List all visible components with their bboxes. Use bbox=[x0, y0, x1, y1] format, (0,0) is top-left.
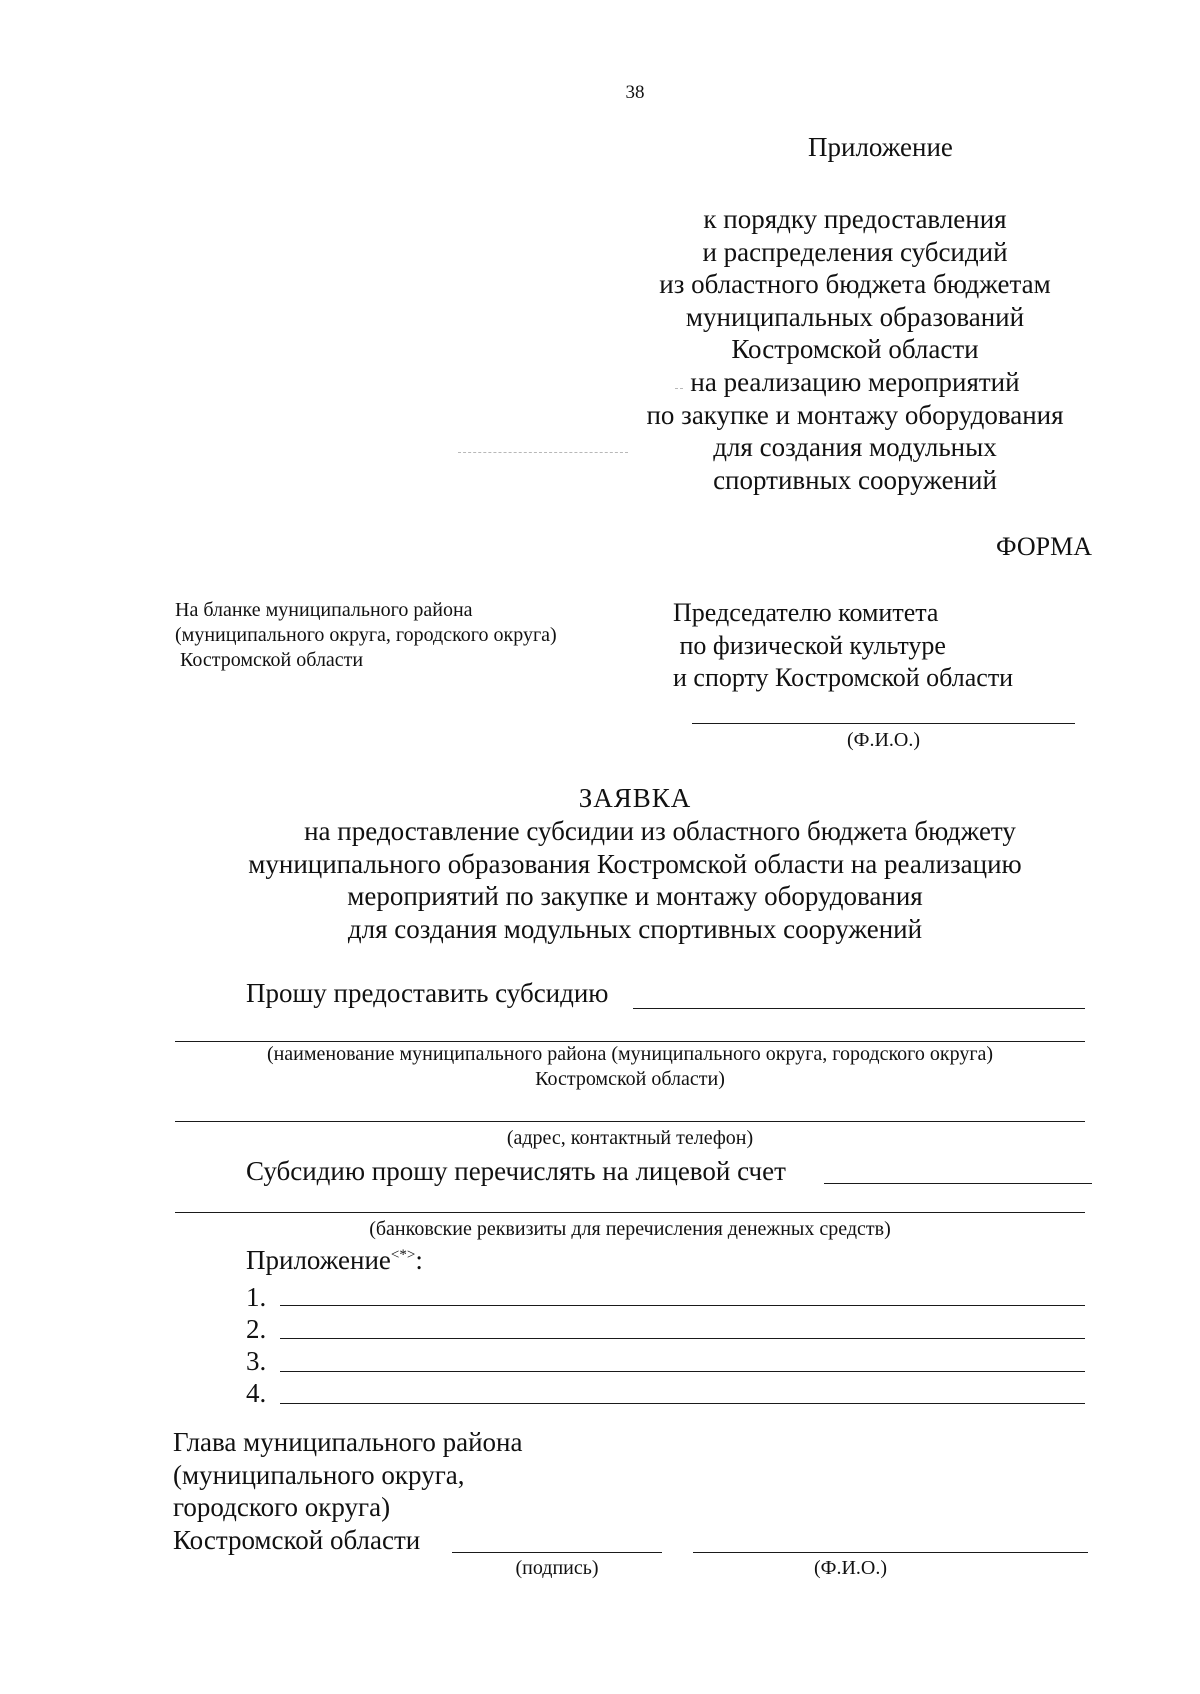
form-label: ФОРМА bbox=[996, 532, 1092, 561]
zayavka-subtitle-line: на предоставление субсидии из областного бюджета бюджету bbox=[304, 816, 1016, 846]
transfer-text: Субсидию прошу перечислять на лицевой счет bbox=[246, 1156, 786, 1186]
address-phone-field[interactable] bbox=[175, 1121, 1085, 1122]
municipality-name-caption-2: Костромской области) bbox=[535, 1068, 725, 1090]
blank-note-line: На бланке муниципального района bbox=[175, 599, 473, 621]
addressee-line: и спорту Костромской области bbox=[673, 663, 1014, 692]
attachment-field-3[interactable] bbox=[280, 1371, 1085, 1372]
appendix-line: Костромской области bbox=[731, 334, 979, 365]
head-fio-field[interactable] bbox=[693, 1552, 1088, 1553]
bank-details-field[interactable] bbox=[175, 1212, 1085, 1213]
appendix-title: Приложение bbox=[808, 132, 953, 162]
attachment-number-4: 4. bbox=[246, 1378, 267, 1408]
attachment-number-2: 2. bbox=[246, 1314, 267, 1344]
addressee-line: Председателю комитета bbox=[673, 598, 939, 627]
head-fio-caption: (Ф.И.О.) bbox=[813, 1557, 887, 1579]
addressee-fio-caption: (Ф.И.О.) bbox=[846, 729, 920, 751]
blank-note-line: Костромской области bbox=[175, 649, 364, 671]
municipality-name-caption-1: (наименование муниципального района (муниципального округа, городского округа) bbox=[266, 1043, 994, 1065]
signature-line: городского округа) bbox=[173, 1492, 391, 1522]
addressee bbox=[673, 597, 1013, 695]
appendix-line: к порядку предоставления bbox=[703, 204, 1007, 234]
appendix-line: спортивных сооружений bbox=[713, 464, 997, 495]
zayavka-subtitle-line: для создания модульных спортивных сооружений bbox=[347, 913, 923, 944]
addressee-line: по физической культуре bbox=[673, 630, 946, 660]
signature-line: Костромской области bbox=[173, 1524, 421, 1555]
addressee-fio-field[interactable] bbox=[692, 723, 1075, 724]
attachments-colon: : bbox=[415, 1245, 423, 1275]
appendix-body bbox=[620, 203, 1090, 496]
blank-note bbox=[175, 598, 557, 673]
appendix-line: муниципальных образований bbox=[685, 301, 1025, 332]
zayavka-title: ЗАЯВКА bbox=[578, 783, 692, 813]
zayavka-subtitle-line: мероприятий по закупке и монтажу оборудования bbox=[347, 881, 923, 911]
page-number: 38 bbox=[625, 82, 645, 103]
footnote-mark: <*> bbox=[390, 1247, 416, 1263]
signature-caption: (подпись) bbox=[515, 1557, 599, 1579]
request-subsidy-field[interactable] bbox=[633, 1008, 1085, 1009]
signature-line: Глава муниципального района bbox=[173, 1427, 523, 1457]
signature-line: (муниципального округа, bbox=[173, 1459, 465, 1490]
request-text: Прошу предоставить субсидию bbox=[246, 978, 609, 1008]
attachments-label bbox=[246, 1245, 423, 1276]
zayavka-subtitle-line: муниципального образования Костромской области на реализацию bbox=[248, 848, 1022, 879]
account-field[interactable] bbox=[824, 1183, 1092, 1184]
attachment-field-2[interactable] bbox=[280, 1338, 1085, 1339]
address-phone-caption: (адрес, контактный телефон) bbox=[506, 1127, 754, 1149]
attachment-field-4[interactable] bbox=[280, 1403, 1085, 1404]
appendix-line: на реализацию мероприятий bbox=[690, 366, 1020, 397]
appendix-line: из областного бюджета бюджетам bbox=[659, 269, 1051, 300]
signature-field[interactable] bbox=[452, 1552, 662, 1553]
zayavka-subtitle bbox=[175, 815, 1095, 945]
signature-block bbox=[173, 1426, 522, 1556]
scan-artifact bbox=[458, 452, 628, 453]
attachment-number-1: 1. bbox=[246, 1282, 267, 1312]
appendix-line: для создания модульных bbox=[713, 432, 997, 463]
attachment-field-1[interactable] bbox=[280, 1305, 1085, 1306]
attachment-number-3: 3. bbox=[246, 1346, 267, 1376]
municipality-name-field[interactable] bbox=[175, 1041, 1085, 1042]
bank-details-caption: (банковские реквизиты для перечисления денежных средств) bbox=[369, 1218, 891, 1240]
attachments-label-text: Приложение bbox=[246, 1245, 391, 1275]
scan-artifact bbox=[675, 388, 683, 389]
blank-note-line: (муниципального округа, городского округа) bbox=[175, 624, 557, 646]
appendix-line: и распределения субсидий bbox=[702, 236, 1008, 267]
appendix-line: по закупке и монтажу оборудования bbox=[646, 399, 1064, 430]
